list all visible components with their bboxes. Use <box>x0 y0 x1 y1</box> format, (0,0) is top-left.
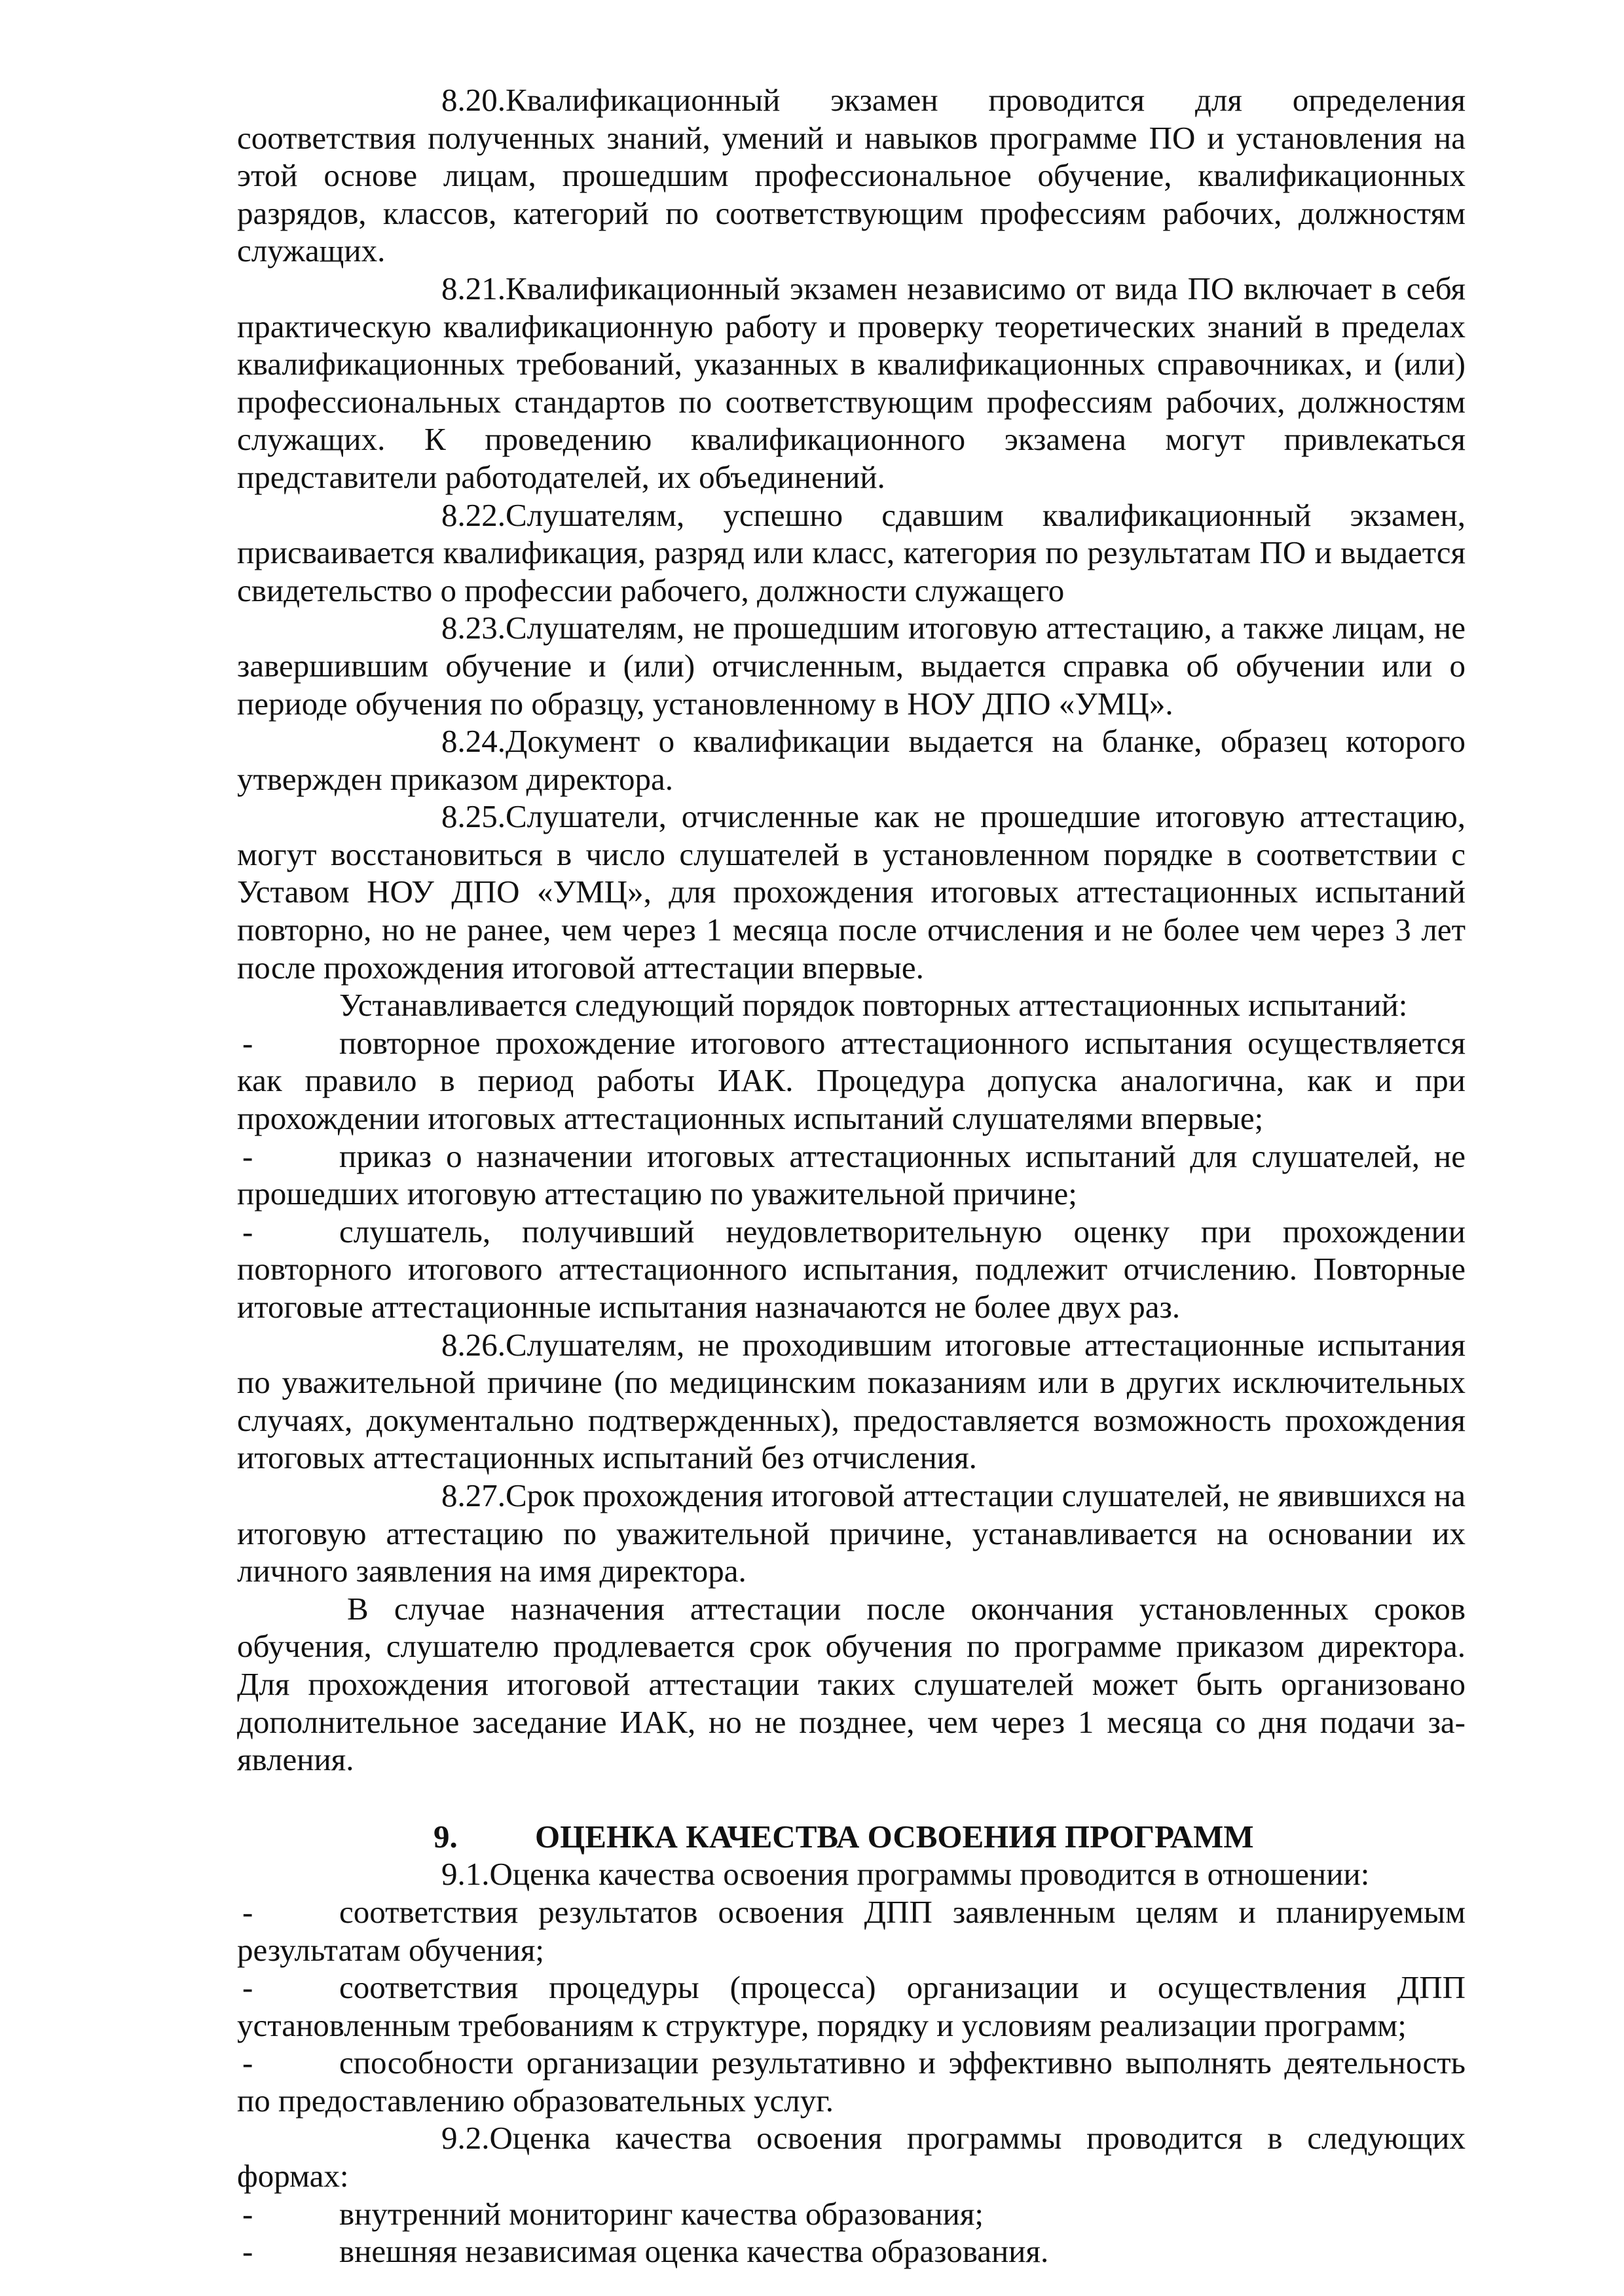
dash-bullet: - <box>242 2233 253 2270</box>
list-item <box>237 1024 1466 1138</box>
dash-bullet: - <box>242 1969 253 2006</box>
paragraph-number: 8.20. <box>441 82 506 118</box>
paragraph-number: 9.1. <box>441 1856 490 1893</box>
paragraph-text: Слушателям, успешно сдавшим квалификационный экзамен, присваивается квалификация, разряд или класс, категория по результатам ПО и выдается свидетельство о профессии рабочего, должности служащего <box>237 496 1466 608</box>
paragraph-9-1 <box>237 1855 1466 1893</box>
list-item <box>237 1893 1466 1969</box>
paragraph-text: Слушателям, не прошедшим итоговую аттестацию, а также лицам, не завершившим обучение и (или) отчисленным, выдается справка об обучении или о периоде обучения по образцу, установленному в НОУ ДПО «УМЦ». <box>237 610 1466 722</box>
paragraph-text: Документ о квалификации выдается на бланке, образец которого утвержден приказом директора. <box>237 723 1466 797</box>
list-item <box>237 2232 1466 2270</box>
paragraph-text: Квалификационный экзамен независимо от вида ПО включает в себя практическую квалификационную работу и проверку теоретических знаний в пределах квалификационных требований, указанных в квалификационных справочниках, и (или) профессиональных стандартов по соответствующим профессиям рабочих, должностям служащих. К проведению квалификационного экзамена могут привлекаться представители работодателей, их объединений. <box>237 270 1466 495</box>
section-spacer <box>237 1779 1466 1818</box>
paragraph-9-2 <box>237 2119 1466 2194</box>
closing-paragraph: В случае назначения аттестации после окончания установленных сроков обучения, слушателю продлевается срок обучения по программе приказом директора. Для прохождения итоговой аттестации таких слушателей может быть организовано дополнительное заседание ИАК, но не позднее, чем через 1 месяца со дня подачи за-явления. <box>237 1590 1466 1778</box>
dash-bullet: - <box>242 2195 253 2232</box>
paragraph-text: Слушателям, не проходившим итоговые аттестационные испытания по уважительной причине (по медицинским показаниям или в других исключительных случаях, документально подтвержденных), предоставляется возможность прохождения итоговых аттестационных испытаний без отчисления. <box>237 1326 1466 1476</box>
paragraph-text: Оценка качества освоения программы проводится в отношении: <box>489 1856 1370 1893</box>
list-item <box>237 1969 1466 2044</box>
paragraph-8-21 <box>237 270 1466 496</box>
paragraph-number: 8.21. <box>441 270 506 306</box>
section-number: 9. <box>434 1818 458 1855</box>
paragraph-8-20 <box>237 81 1466 270</box>
paragraph-number: 8.25. <box>441 798 506 835</box>
paragraph-8-27 <box>237 1477 1466 1590</box>
list-item <box>237 1213 1466 1326</box>
list-item-text: внешняя независимая оценка качества образования. <box>339 2233 1049 2270</box>
dash-bullet: - <box>242 1893 253 1930</box>
paragraph-text: Слушатели, отчисленные как не прошедшие итоговую аттестацию, могут восстановиться в число слушателей в установленном порядке в соответствии с Уставом НОУ ДПО «УМЦ», для прохождения итоговых аттестационных испытаний повторно, но не ранее, чем через 1 месяца после отчисления и не более чем через 3 лет после прохождения итоговой аттестации впервые. <box>237 798 1466 986</box>
paragraph-number: 8.24. <box>441 723 506 760</box>
paragraph-8-25 <box>237 798 1466 986</box>
list-item-text: соответствия процедуры (процесса) организации и осуществления ДПП установленным требованиям к структуре, порядку и условиям реализации программ; <box>237 1969 1466 2043</box>
section-9-heading <box>237 1818 1466 1856</box>
list-item-text: приказ о назначении итоговых аттестационных испытаний для слушателей, не прошедших итоговую аттестацию по уважительной причине; <box>237 1138 1466 1212</box>
list-item-text: повторное прохождение итогового аттестационного испытания осуществляется как правило в период работы ИАК. Процедура допуска аналогична, как и при прохождении итоговых аттестационных испытаний слушателями впервые; <box>237 1024 1466 1137</box>
list-item-text: слушатель, получивший неудовлетворительную оценку при прохождении повторного итогового аттестационного испытания, подлежит отчислению. Повторные итоговые аттестационные испытания назначаются не более двух раз. <box>237 1213 1466 1325</box>
list-item <box>237 2195 1466 2233</box>
paragraph-text: Срок прохождения итоговой аттестации слушателей, не явившихся на итоговую аттестацию по уважительной причине, устанавливается на основании их личного заявления на имя директора. <box>237 1477 1466 1589</box>
paragraph-text: Оценка качества освоения программы проводится в следующих формах: <box>237 2120 1466 2194</box>
paragraph-number: 8.22. <box>441 496 506 533</box>
dash-bullet: - <box>242 1024 253 1061</box>
paragraph-8-22 <box>237 496 1466 610</box>
list-item-text: соответствия результатов освоения ДПП заявленным целям и планируемым результатам обучения; <box>237 1893 1466 1968</box>
list-item <box>237 2044 1466 2119</box>
repeat-procedure-intro: Устанавливается следующий порядок повторных аттестационных испытаний: <box>339 987 1408 1024</box>
document-body <box>237 81 1466 2270</box>
section-title: ОЦЕНКА КАЧЕСТВА ОСВОЕНИЯ ПРОГРАММ <box>535 1818 1254 1855</box>
dash-bullet: - <box>242 1213 253 1250</box>
paragraph-number: 8.23. <box>441 610 506 646</box>
list-item-text: способности организации результативно и эффективно выполнять деятельность по предоставлению образовательных услуг. <box>237 2045 1466 2119</box>
paragraph-8-26 <box>237 1326 1466 1477</box>
dash-bullet: - <box>242 1138 253 1174</box>
paragraph-8-23 <box>237 609 1466 722</box>
paragraph-8-24 <box>237 722 1466 798</box>
paragraph-text: Квалификационный экзамен проводится для определения соответствия полученных знаний, умений и навыков программе ПО и установления на этой основе лицам, прошедшим профессиональное обучение, квалификационных разрядов, классов, категорий по соответствующим профессиям рабочих, должностям служащих. <box>237 82 1466 269</box>
paragraph-number: 8.27. <box>441 1477 506 1513</box>
list-item <box>237 1138 1466 1213</box>
dash-bullet: - <box>242 2045 253 2081</box>
list-item-text: внутренний мониторинг качества образования; <box>339 2195 984 2232</box>
paragraph-number: 9.2. <box>441 2120 490 2157</box>
paragraph-number: 8.26. <box>441 1326 506 1363</box>
